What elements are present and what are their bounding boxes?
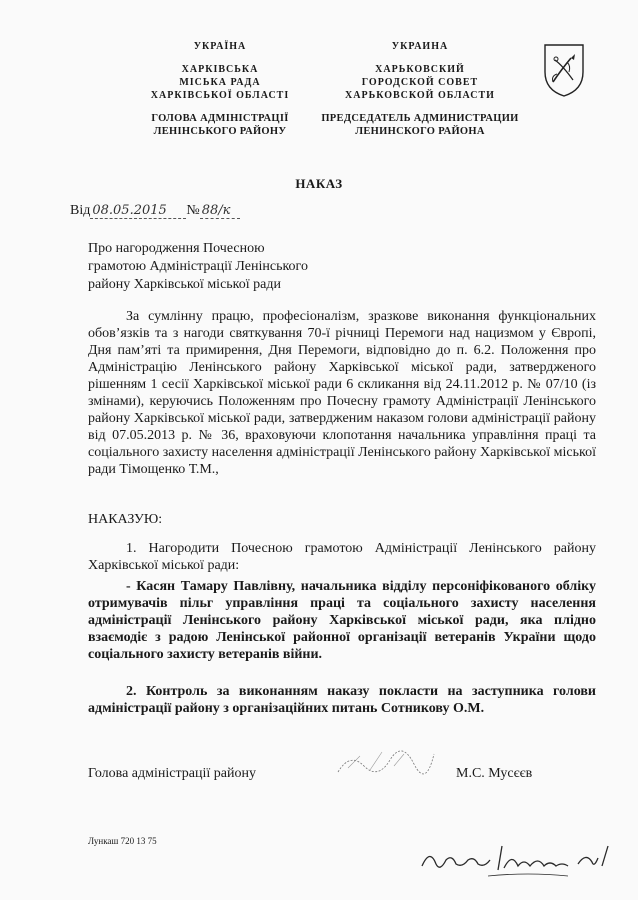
header-council-line: МІСЬКА РАДА [179,77,261,88]
header-council-line: ХАРКІВСЬКА [181,64,259,75]
header-russian [315,40,525,138]
handwritten-signature-icon [418,838,618,882]
subject-line: Про нагородження Почесною [88,241,265,256]
header-council-line: ХАРКІВСЬКОЇ ОБЛАСТІ [150,90,290,101]
header-council-line: ГОРОДСКОЙ СОВЕТ [361,77,479,88]
executor-contact: Лункаш 720 13 75 [88,836,157,846]
order-item-1-awardee: - Касян Тамару Павлівну, начальника відділу персоніфікованого обліку отримувачів пільг управління праці та соціального захисту населення адміністрації Ленінського району Харківської міської ради, яка плідно взаємодіє з радою Ленінської районної організації ветеранів України щодо соціального захисту ветеранів війни. [88,579,596,662]
order-directive-heading: НАКАЗУЮ: [88,512,163,527]
header-ukrainian [115,40,325,138]
header-council-line: ХАРЬКОВСКИЙ [375,64,465,75]
handwritten-date: 08.05.2015 [90,203,186,219]
order-item-2: 2. Контроль за виконанням наказу покласти на заступника голови адміністрації району з організаційних питань Сотникову О.М. [88,684,596,716]
order-item-1: 1. Нагородити Почесною грамотою Адміністрації Ленінського району Харківської міської ради: [88,541,596,573]
header-head-line: ГОЛОВА АДМІНІСТРАЦІЇ [151,113,289,124]
subject-line: грамотою Адміністрації Ленінського [88,259,308,274]
signatory-name: М.С. Мусєєв [456,766,533,781]
order-subject [88,240,388,294]
from-label: Від [70,203,91,218]
subject-line: району Харківської міської ради [88,277,281,292]
number-label: № [186,203,200,218]
header-council-line: ХАРЬКОВСКОЙ ОБЛАСТИ [345,90,495,101]
preamble-paragraph: За сумлінну працю, професіоналізм, зразкове виконання функціональних обов’язків та з нагоди святкування 70-ї річниці Перемоги над нацизмом у Європі, Дня пам’яті та примирення, Дня Перемоги, відповідно до п. 6.2. Положення про Адміністрацію Ленінського району Харківської міської ради, затвердженого рішенням 1 сесії Харківської міської ради 6 скликання від 24.11.2012 р. № 07/10 (із змінами), керуючись Положенням про Почесну грамоту Адміністрації Ленінського району Харківської міської ради, затвердженим наказом голови адміністрації району від 07.05.2013 р. № 36, враховуючи клопотання начальника управління праці та соціального захисту населення адміністрації Ленінського району Харківської міської ради Тімощенко Т.М., [88,309,596,477]
header-head-line: ПРЕДСЕДАТЕЛЬ АДМИНИСТРАЦИИ [321,113,519,124]
kharkiv-coat-of-arms-icon [541,42,587,98]
header-head-line: ЛЕНИНСКОГО РАЙОНА [355,126,485,137]
header-head-line: ЛЕНІНСЬКОГО РАЙОНУ [153,126,287,137]
signature-scribble-icon [330,742,440,780]
header-country: УКРАИНА [391,41,449,52]
handwritten-number: 88/к [200,203,240,219]
order-date-number-line [70,203,240,219]
signatory-role: Голова адміністрації району [88,766,256,781]
order-title: НАКАЗ [295,176,343,191]
header-country: УКРАЇНА [193,41,247,52]
